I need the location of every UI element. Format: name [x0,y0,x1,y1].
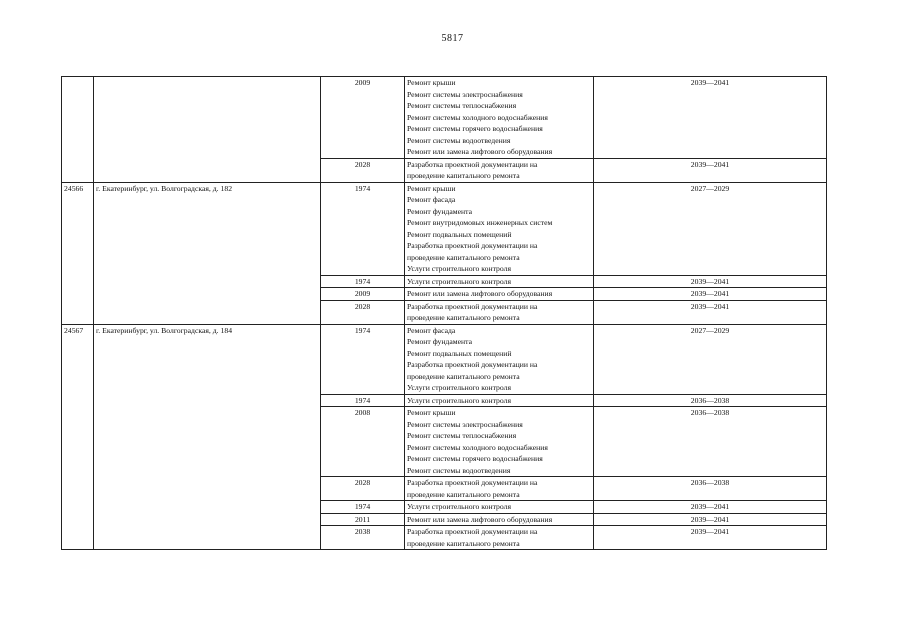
works-cell [405,158,594,182]
repair-schedule-body [62,77,827,550]
work-item: проведение капитального ремонта [407,313,520,322]
work-item: Ремонт подвальных помещений [407,229,512,239]
work-item: проведение капитального ремонта [407,538,520,548]
period-cell: 2027—2029 [594,324,827,394]
work-item: проведение капитального ремонта [407,252,520,262]
works-cell [405,526,594,550]
work-item: Ремонт или замена лифтового оборудования [407,514,553,524]
work-item: Услуги строительного контроля [407,276,511,286]
works-cell [405,407,594,477]
year-cell: 1974 [321,324,405,394]
work-item: Ремонт системы холодного водоснабжения [407,112,548,122]
work-item: Ремонт фундамента [407,337,473,346]
period-cell: 2027—2029 [594,182,827,275]
work-item: Разработка проектной документации на [407,478,538,487]
works-cell [405,275,594,288]
work-item: Разработка проектной документации на [407,159,538,169]
work-item: Ремонт системы электроснабжения [407,419,523,429]
works-cell [405,77,594,159]
repair-schedule-table [61,76,827,550]
works-cell [405,477,594,501]
period-cell: 2039—2041 [594,288,827,301]
building-id-cell: 24567 [62,324,94,550]
works-cell [405,394,594,407]
year-cell: 2009 [321,288,405,301]
period-cell: 2039—2041 [594,526,827,550]
period-cell: 2039—2041 [594,300,827,324]
period-cell: 2039—2041 [594,513,827,526]
work-item: Услуги строительного контроля [407,502,511,511]
period-cell: 2036—2038 [594,394,827,407]
work-item: Ремонт крыши [407,183,456,193]
work-item: Разработка проектной документации на [407,241,538,250]
period-cell: 2036—2038 [594,407,827,477]
page-number: 5817 [441,33,464,44]
work-item: Ремонт или замена лифтового оборудования [407,147,553,156]
year-cell: 1974 [321,501,405,514]
work-item: Ремонт фасада [407,325,456,335]
period-cell: 2039—2041 [594,158,827,182]
table-row [62,182,827,275]
work-item: Разработка проектной документации на [407,360,538,369]
building-id-cell: 24566 [62,182,94,324]
works-cell [405,288,594,301]
work-item: Услуги строительного контроля [407,395,511,405]
work-item: Ремонт системы водоотведения [407,465,511,475]
work-item: Ремонт фасада [407,195,456,204]
works-cell [405,513,594,526]
work-item: Ремонт системы горячего водоснабжения [407,124,543,133]
period-cell: 2039—2041 [594,275,827,288]
year-cell: 2008 [321,407,405,477]
year-cell: 2028 [321,158,405,182]
building-address-cell [94,77,321,183]
building-id-cell [62,77,94,183]
table-row [62,77,827,159]
works-cell [405,501,594,514]
year-cell: 1974 [321,275,405,288]
period-cell: 2039—2041 [594,77,827,159]
work-item: проведение капитального ремонта [407,489,520,499]
building-address-cell: г. Екатеринбург, ул. Волгоградская, д. 182 [94,182,321,324]
work-item: Разработка проектной документации на [407,301,538,311]
work-item: Ремонт подвальных помещений [407,348,512,358]
work-item: Ремонт системы теплоснабжения [407,101,517,110]
works-cell [405,182,594,275]
period-cell: 2036—2038 [594,477,827,501]
work-item: Ремонт системы электроснабжения [407,89,523,99]
year-cell: 2038 [321,526,405,550]
building-address-cell: г. Екатеринбург, ул. Волгоградская, д. 184 [94,324,321,550]
table-row [62,324,827,394]
work-item: Услуги строительного контроля [407,264,511,273]
work-item: Ремонт внутридомовых инженерных систем [407,218,553,227]
year-cell: 2009 [321,77,405,159]
year-cell: 2028 [321,300,405,324]
works-cell [405,324,594,394]
year-cell: 1974 [321,394,405,407]
work-item: Ремонт фундамента [407,206,473,216]
work-item: проведение капитального ремонта [407,371,520,381]
work-item: Ремонт системы холодного водоснабжения [407,442,548,452]
work-item: проведение капитального ремонта [407,171,520,180]
work-item: Ремонт системы водоотведения [407,135,511,145]
year-cell: 2028 [321,477,405,501]
works-cell [405,300,594,324]
work-item: Ремонт системы горячего водоснабжения [407,454,543,463]
year-cell: 1974 [321,182,405,275]
work-item: Разработка проектной документации на [407,527,538,536]
work-item: Ремонт системы теплоснабжения [407,431,517,440]
work-item: Услуги строительного контроля [407,383,511,392]
year-cell: 2011 [321,513,405,526]
work-item: Ремонт или замена лифтового оборудования [407,289,553,298]
work-item: Ремонт крыши [407,78,456,87]
work-item: Ремонт крыши [407,408,456,417]
period-cell: 2039—2041 [594,501,827,514]
